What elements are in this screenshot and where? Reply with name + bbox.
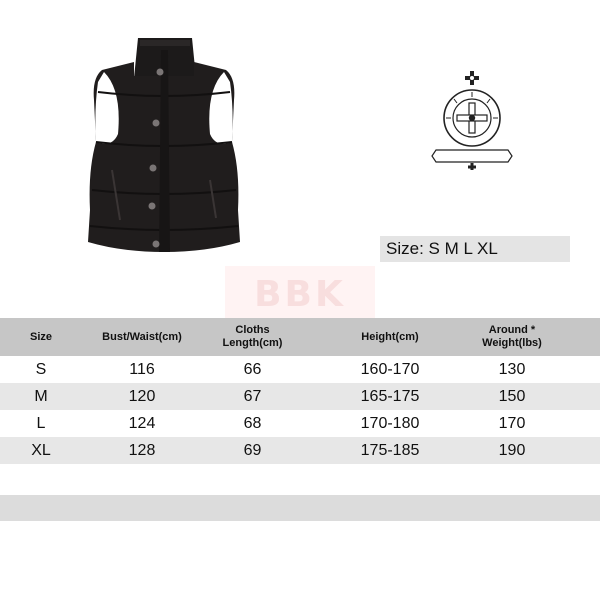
cell-bust: 124 (128, 414, 156, 432)
available-sizes: Size: S M L XL (386, 239, 498, 258)
cell-bust: 120 (128, 387, 156, 405)
cell-height: 160-170 (360, 360, 420, 378)
header-length-line2: Length(cm) (222, 337, 283, 349)
cell-weight: 130 (498, 360, 526, 378)
cell-size: L (36, 414, 46, 432)
cell-length: 68 (243, 414, 262, 432)
cell-height: 170-180 (360, 414, 420, 432)
cell-size: M (34, 387, 48, 405)
cell-height: 165-175 (360, 387, 420, 405)
header-weight-line2: Weight(lbs) (482, 337, 542, 349)
cell-weight: 170 (498, 414, 526, 432)
watermark-text: BBK (254, 274, 346, 315)
cell-length: 66 (243, 360, 262, 378)
cell-bust: 128 (128, 441, 156, 459)
brand-logo (422, 70, 522, 170)
table-row (0, 383, 600, 410)
header-length (205, 318, 300, 356)
header-bust: Bust/Waist(cm) (102, 330, 182, 343)
cell-size: S (35, 360, 47, 378)
cell-length: 67 (243, 387, 262, 405)
watermark (225, 266, 375, 322)
table-row (0, 410, 600, 437)
cell-height: 175-185 (360, 441, 420, 459)
cell-weight: 150 (498, 387, 526, 405)
cell-length: 69 (243, 441, 262, 459)
table-row (0, 356, 600, 383)
cell-size: XL (31, 441, 51, 459)
header-height: Height(cm) (361, 330, 419, 343)
header-weight (462, 318, 562, 356)
table-row (0, 437, 600, 464)
size-chart (0, 318, 600, 464)
header-weight-line1: Around * (488, 324, 536, 336)
header-size: Size (29, 330, 52, 343)
cell-weight: 190 (498, 441, 526, 459)
size-chart-header (0, 318, 600, 356)
cell-bust: 116 (129, 360, 155, 378)
bottom-strip (0, 495, 600, 521)
vest-image (82, 30, 247, 260)
header-length-line1: Cloths (235, 324, 270, 336)
